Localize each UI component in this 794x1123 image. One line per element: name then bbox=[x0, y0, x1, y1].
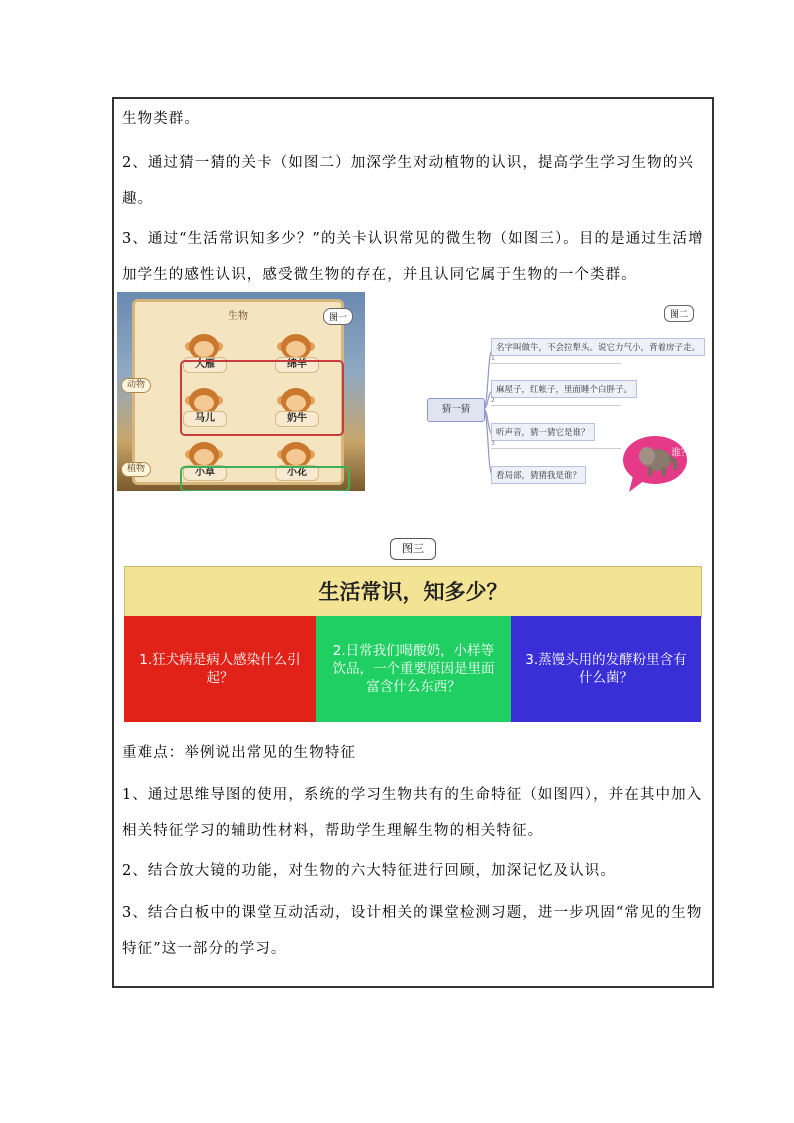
quiz-question-card[interactable]: 2.日常我们喝酸奶，小样等饮品，一个重要原因是里面富含什么东西？ bbox=[316, 616, 511, 722]
figure-one-image bbox=[117, 292, 365, 491]
animal-label: 大雁 bbox=[183, 357, 227, 373]
animal-label: 奶牛 bbox=[275, 411, 319, 427]
mindmap-node: 麻屋子，红帐子，里面睡个白胖子。 bbox=[491, 380, 637, 398]
board-title: 生物 bbox=[228, 311, 248, 322]
monkey-face bbox=[286, 341, 306, 357]
paragraph-continuation: 生物类群。 bbox=[122, 111, 200, 127]
plant-tag: 植物 bbox=[121, 462, 151, 477]
elephant-speech-bubble bbox=[621, 434, 697, 492]
figure-three-caption: 图三 bbox=[390, 538, 436, 560]
classification-board bbox=[132, 299, 344, 485]
paragraph-whiteboard: 3、结合白板中的课堂互动活动，设计相关的课堂检测习题，进一步巩固“常见的生物特征”这一部分的学习。 bbox=[122, 905, 703, 957]
plant-label: 小草 bbox=[183, 465, 227, 481]
figure-two-mindmap bbox=[425, 296, 705, 494]
paragraph-guess-level: 2、通过猜一猜的关卡（如图二）加深学生对动植物的认识，提高学生学习生物的兴趣。 bbox=[122, 155, 694, 207]
mindmap-node: 看局部，猜猜我是谁？ bbox=[491, 466, 586, 484]
quiz-question-card[interactable]: 3.蒸馒头用的发酵粉里含有什么菌？ bbox=[511, 616, 701, 722]
monkey-face bbox=[194, 449, 214, 465]
paragraph-mindmap: 1、通过思维导图的使用，系统的学习生物共有的生命特征（如图四），并在其中加入相关特征学习的辅助性材料，帮助学生理解生物的相关特征。 bbox=[122, 787, 703, 839]
figure-one-callout: 图一 bbox=[323, 308, 353, 325]
plant-label: 小花 bbox=[275, 465, 319, 481]
plant-group-frame bbox=[180, 466, 350, 491]
figure-two-callout: 图二 bbox=[664, 305, 694, 322]
animal-tag: 动物 bbox=[121, 378, 151, 393]
animal-label: 绵羊 bbox=[275, 357, 319, 373]
mindmap-root: 猜一猜 bbox=[427, 398, 485, 422]
figure-three-quiz bbox=[124, 538, 702, 724]
animal-group-frame bbox=[180, 360, 344, 436]
monkey-face bbox=[194, 341, 214, 357]
paragraph-magnifier: 2、结合放大镜的功能，对生物的六大特征进行回顾，加深记忆及认识。 bbox=[122, 863, 616, 879]
monkey-face bbox=[286, 449, 306, 465]
quiz-title: 生活常识，知多少？ bbox=[124, 566, 702, 618]
bubble-question: 谁？ bbox=[671, 448, 691, 459]
mindmap-node: 听声音，猜一猜它是谁？ bbox=[491, 423, 595, 441]
animal-label: 马儿 bbox=[183, 411, 227, 427]
document-frame bbox=[112, 97, 714, 988]
mindmap-node-number: 3 bbox=[491, 439, 621, 449]
key-points-heading: 重难点：举例说出常见的生物特征 bbox=[122, 745, 356, 761]
quiz-question-card[interactable]: 1.狂犬病是病人感染什么引起？ bbox=[124, 616, 316, 722]
paragraph-knowledge-level: 3、通过“生活常识知多少？”的关卡认识常见的微生物（如图三）。目的是通过生活增加学生的感性认识，感受微生物的存在，并且认同它属于生物的一个类群。 bbox=[122, 231, 704, 283]
elephant-icon bbox=[621, 434, 697, 492]
mindmap-node-number: 1 bbox=[491, 354, 621, 364]
mindmap-node-number: 2 bbox=[491, 396, 621, 406]
mindmap-node: 名字叫做牛，不会拉犁头。说它力气小，背着房子走。 bbox=[491, 338, 705, 356]
